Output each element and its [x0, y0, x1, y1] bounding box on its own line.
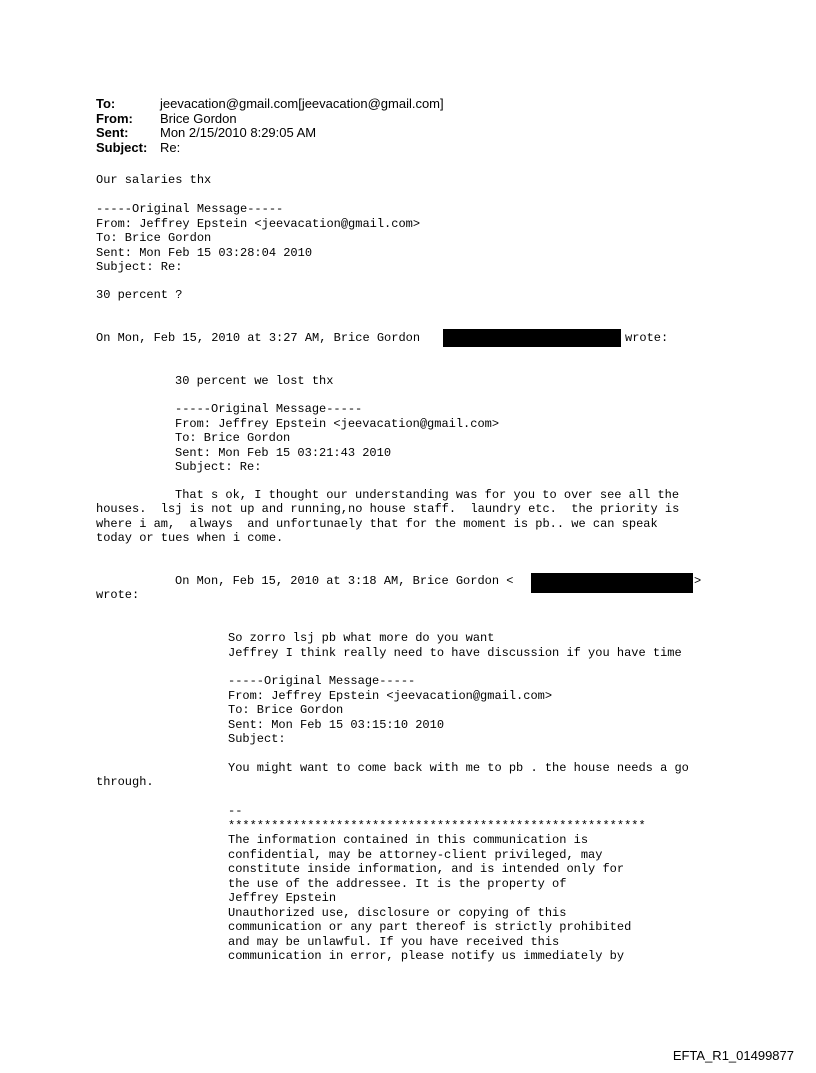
quoted-paragraph-line-2: houses. lsj is not up and running,no house staff. laundry etc. the priority is: [96, 502, 680, 516]
original-to: To: Brice Gordon: [175, 431, 291, 445]
quoted-paragraph-line-4: today or tues when i come.: [96, 531, 284, 545]
original-subject: Subject:: [228, 732, 286, 746]
wrote-line-1-suffix: wrote:: [625, 331, 669, 345]
signature-block: [228, 804, 646, 964]
original-message-title: -----Original Message-----: [228, 674, 416, 688]
original-to: To: Brice Gordon: [96, 231, 212, 245]
original-subject: Subject: Re:: [96, 260, 183, 274]
zorro-line-2: Jeffrey I think really need to have discussion if you have time: [228, 645, 682, 660]
quoted-text-lost: 30 percent we lost thx: [175, 374, 334, 388]
email-header: [96, 97, 444, 155]
redaction-box: [443, 329, 621, 347]
disclaimer-line: communication or any part thereof is strictly prohibited: [228, 920, 632, 934]
wrote-line-1: On Mon, Feb 15, 2010 at 3:27 AM, Brice Gordon: [96, 331, 421, 345]
wrote-line-2: On Mon, Feb 15, 2010 at 3:18 AM, Brice Gordon <: [175, 574, 514, 588]
to-value: jeevacation@gmail.com[jeevacation@gmail.com]: [160, 96, 444, 111]
original-from: From: Jeffrey Epstein <jeevacation@gmail.com>: [175, 416, 500, 431]
from-value: Brice Gordon: [160, 110, 237, 126]
original-from: From: Jeffrey Epstein <jeevacation@gmail.com>: [96, 216, 421, 231]
quoted-text-zorro: [228, 631, 682, 660]
original-sent: Sent: Mon Feb 15 03:21:43 2010: [175, 445, 392, 460]
quoted-text-30-percent: 30 percent ?: [96, 288, 183, 302]
original-sent: Sent: Mon Feb 15 03:28:04 2010: [96, 245, 313, 260]
original-to: To: Brice Gordon: [228, 703, 344, 717]
subject-value: Re:: [160, 139, 181, 155]
wrote-line-2-end: >: [694, 574, 702, 588]
redaction-box: [531, 573, 693, 593]
quoted-paragraph-line-1: That s ok, I thought our understanding was for you to over see all the: [175, 488, 680, 502]
original-message-title: -----Original Message-----: [175, 402, 363, 416]
disclaimer-line: communication in error, please notify us immediately by: [228, 949, 625, 963]
disclaimer-line: Unauthorized use, disclosure or copying of this: [228, 905, 567, 920]
reply-text: Our salaries thx: [96, 173, 212, 187]
signature-dash: --: [228, 804, 243, 818]
quoted-text-come-back: You might want to come back with me to pb . the house needs a go: [228, 761, 689, 775]
disclaimer-line: confidential, may be attorney-client privileged, may: [228, 847, 603, 862]
disclaimer-line: Jeffrey Epstein: [228, 891, 337, 905]
sent-label: Sent:: [96, 125, 129, 140]
header-to-row: [96, 97, 444, 112]
original-sent: Sent: Mon Feb 15 03:15:10 2010: [228, 717, 445, 732]
quoted-text-come-back-2: through.: [96, 775, 154, 789]
quoted-paragraph-line-3: where i am, always and unfortunaely that for the moment is pb.. we can speak: [96, 517, 658, 531]
quoted-header-2: [175, 402, 499, 475]
zorro-line-1: So zorro lsj pb what more do you want: [228, 631, 495, 645]
document-id: EFTA_R1_01499877: [672, 1048, 794, 1063]
disclaimer-line: constitute inside information, and is intended only for: [228, 862, 625, 876]
to-label: To:: [96, 96, 116, 111]
quoted-header-3: [228, 674, 552, 747]
header-subject-row: [96, 141, 444, 156]
header-from-row: [96, 112, 444, 127]
original-subject: Subject: Re:: [175, 460, 262, 474]
header-sent-row: [96, 126, 444, 141]
subject-label: Subject:: [96, 139, 148, 155]
disclaimer-line: the use of the addressee. It is the property of: [228, 876, 567, 891]
original-message-title: -----Original Message-----: [96, 202, 284, 216]
disclaimer-line: and may be unlawful. If you have received this: [228, 934, 560, 949]
sent-value: Mon 2/15/2010 8:29:05 AM: [160, 125, 317, 140]
wrote-line-2-suffix: wrote:: [96, 588, 140, 602]
signature-stars: **********************************************************: [228, 818, 646, 833]
from-label: From:: [96, 110, 133, 126]
original-from: From: Jeffrey Epstein <jeevacation@gmail.com>: [228, 688, 553, 703]
quoted-header-1: [96, 202, 420, 275]
disclaimer-line: The information contained in this communication is: [228, 833, 589, 847]
